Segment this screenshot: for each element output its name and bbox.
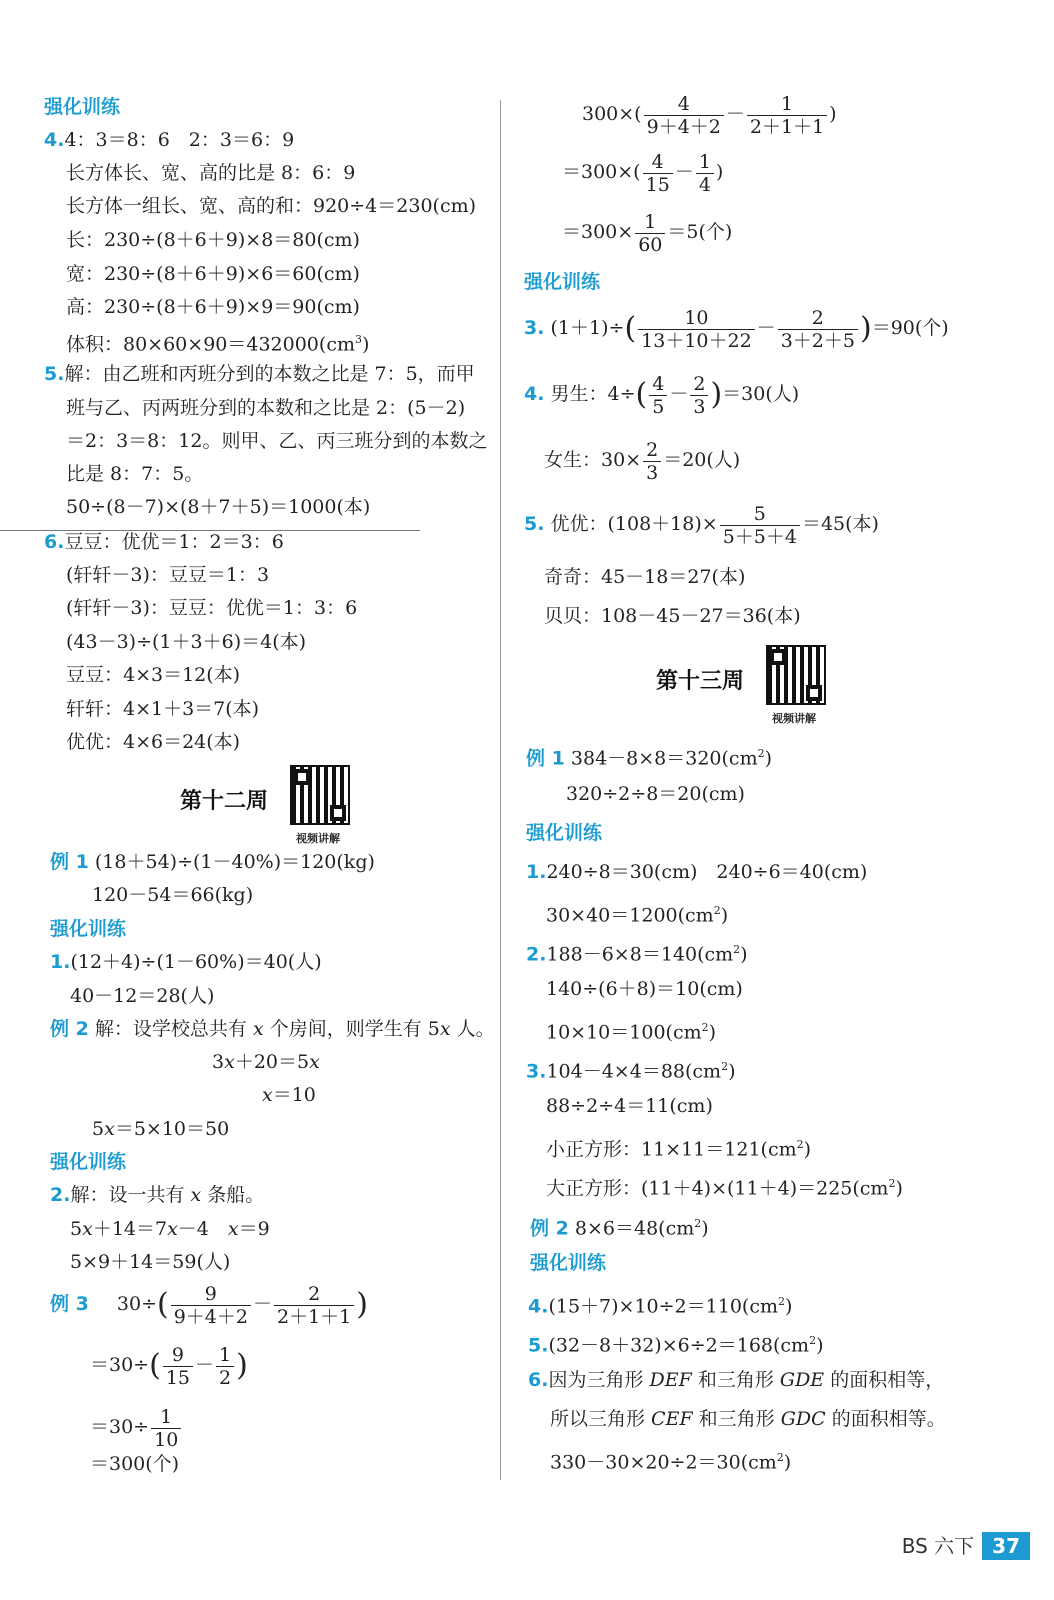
answer-line: 140÷(6＋8)＝10(cm) [546, 978, 743, 1000]
equation-line: 3x＋20＝5x [212, 1051, 320, 1073]
section-heading: 强化训练 [50, 1151, 127, 1173]
answer-2: 2.解：设一共有 x 条船。 [50, 1184, 265, 1206]
answer-1: 1.240÷8＝30(cm) 240÷6＝40(cm) [526, 861, 868, 883]
fraction: $\frac{2}{3+2+5}$ [778, 307, 858, 352]
answer-line: 所以三角形 CEF 和三角形 GDC 的面积相等。 [550, 1408, 946, 1430]
example-2: 例 2 $8\times 6=48(cm^2)$ [530, 1217, 709, 1240]
fraction: $\frac{10}{13+10+22}$ [638, 307, 755, 352]
answer-line: 长方体长、宽、高的比是 8：6：9 [66, 162, 356, 184]
equation-line: ＝300(个) [90, 1453, 180, 1475]
answer-line: ＝2：3＝8：12。则甲、乙、丙三班分到的本数之 [66, 430, 488, 452]
answer-5: 5. 优优：(108＋18)× $\frac{5}{5+5+4}$ ＝45(本) [524, 502, 879, 548]
fraction: $\frac{1}{4}$ [696, 151, 714, 196]
answer-3: 3. (1＋1)÷( $\frac{10}{13+10+22}$ － $\frac{2}{3+2+5}$ )＝90(个) [524, 306, 949, 352]
fraction: $\frac{9}{15}$ [163, 1344, 193, 1389]
answer-6: 6.豆豆：优优＝1：2＝3：6 [44, 531, 284, 553]
fraction: $\frac{1}{10}$ [151, 1406, 181, 1451]
equation-line: ＝300×( $\frac{4}{15}$ － $\frac{1}{4}$ ) [562, 150, 724, 196]
fraction: $\frac{5}{5+5+4}$ [720, 503, 800, 548]
answer-4: 4. 男生：4÷( $\frac{4}{5}$ － $\frac{2}{3}$ )＝30(人) [524, 372, 800, 418]
equation-line: ＝300× $\frac{1}{60}$ ＝5(个) [562, 210, 733, 256]
fraction: $\frac{1}{60}$ [635, 211, 665, 256]
answer-line: 班与乙、丙两班分到的本数和之比是 2：(5－2) [66, 397, 466, 419]
answer-line: (轩轩－3)：豆豆＝1：3 [66, 564, 270, 586]
answer-line: 宽：230÷(8＋6＋9)×6＝60(cm) [66, 263, 360, 285]
answer-line: $10\times 10=100(cm^2)$ [546, 1021, 717, 1044]
qr-caption: 视频讲解 [296, 832, 340, 845]
answer-4: 4.4：3＝8：6 2：3＝6：9 [44, 129, 295, 151]
answer-line: (轩轩－3)：豆豆：优优＝1：3：6 [66, 597, 358, 619]
answer-line: 长方体一组长、宽、高的和：920÷4＝230(cm) [66, 195, 477, 217]
qr-code-icon[interactable] [766, 645, 826, 705]
answer-line: 320÷2÷8＝20(cm) [566, 783, 745, 805]
page-number: 37 [982, 1532, 1030, 1560]
answer-line: 豆豆：4×3＝12(本) [66, 664, 241, 686]
answer-2: $2.188-6\times 8=140(cm^2)$ [526, 943, 748, 966]
answer-5: 5.解：由乙班和丙班分到的本数之比是 7：5，而甲 [44, 363, 475, 385]
example-2: 例 2 解：设学校总共有 x 个房间，则学生有 5x 人。 [50, 1018, 495, 1040]
fraction: $\frac{4}{15}$ [643, 151, 673, 196]
qr-caption: 视频讲解 [772, 712, 816, 725]
example-1: 例 1 $384-8\times 8=320(cm^2)$ [526, 747, 773, 770]
fraction: $\frac{4}{9+4+2}$ [644, 93, 724, 138]
fraction: $\frac{9}{9+4+2}$ [171, 1283, 251, 1328]
answer-5: $5.(32-8+32)\times 6\div 2=168(cm^2)$ [528, 1334, 824, 1357]
section-heading: 强化训练 [44, 96, 121, 118]
page-footer: BS 六下 37 [902, 1530, 1030, 1560]
fraction: $\frac{2}{2+1+1}$ [274, 1283, 354, 1328]
section-heading: 强化训练 [526, 822, 603, 844]
equation-line: 5x＋14＝7x－4 x＝9 [70, 1218, 270, 1240]
answer-line: 高：230÷(8＋6＋9)×9＝90(cm) [66, 296, 360, 318]
answer-1: 1.(12＋4)÷(1－60%)＝40(人) [50, 951, 322, 973]
answer-line: 50÷(8－7)×(8＋7＋5)＝1000(本) [66, 496, 371, 518]
answer-line: 优优：4×6＝24(本) [66, 731, 241, 753]
example-3: 例 3 30÷( $\frac{9}{9+4+2}$ － $\frac{2}{2+1+1}$ ) [50, 1282, 368, 1328]
answer-6: 6.因为三角形 DEF 和三角形 GDE 的面积相等， [528, 1369, 945, 1391]
section-heading: 强化训练 [530, 1252, 607, 1274]
week-title: 第十二周 [180, 789, 269, 814]
answer-line: 大正方形：$(11+4)\times(11+4)=225(cm^2)$ [546, 1177, 903, 1200]
equation-line: 女生：30× $\frac{2}{3}$ ＝20(人) [544, 438, 741, 484]
answer-line: $330-30\times 20\div 2=30(cm^2)$ [550, 1451, 792, 1474]
answer-4: $4.(15+7)\times 10\div 2=110(cm^2)$ [528, 1295, 793, 1318]
answer-line: (43－3)÷(1＋3＋6)＝4(本) [66, 631, 307, 653]
answer-line: 长：230÷(8＋6＋9)×8＝80(cm) [66, 229, 360, 251]
example-1: 例 1 (18＋54)÷(1－40%)＝120(kg) [50, 851, 375, 873]
fraction: $\frac{1}{2}$ [216, 1344, 234, 1389]
answer-line: 贝贝：108－45－27＝36(本) [544, 605, 801, 627]
equation-line: 5x＝5×10＝50 [92, 1118, 230, 1140]
answer-line: 88÷2÷4＝11(cm) [546, 1095, 713, 1117]
section-heading: 强化训练 [524, 271, 601, 293]
equation-line: ＝30÷( $\frac{9}{15}$ － $\frac{1}{2}$ ) [90, 1343, 248, 1389]
column-divider [500, 100, 501, 1480]
equation-line: 5×9＋14＝59(人) [70, 1251, 231, 1273]
answer-line: 奇奇：45－18＝27(本) [544, 566, 746, 588]
fraction: $\frac{1}{2+1+1}$ [747, 93, 827, 138]
answer-line: 40－12＝28(人) [70, 985, 215, 1007]
answer-line: $30\times 40=1200(cm^2)$ [546, 904, 729, 927]
answer-3: $3.104-4\times 4=88(cm^2)$ [526, 1060, 736, 1083]
answer-line: 体积：$80\times 60\times 90=432000(cm^3)$ [66, 333, 370, 356]
fraction: $\frac{2}{3}$ [643, 439, 661, 484]
answer-line: 比是 8：7：5。 [66, 463, 204, 485]
fraction: $\frac{4}{5}$ [649, 373, 667, 418]
qr-code-icon[interactable] [290, 765, 350, 825]
equation-line: ＝30÷ $\frac{1}{10}$ [90, 1405, 183, 1451]
answer-line: 轩轩：4×1＋3＝7(本) [66, 698, 260, 720]
section-heading: 强化训练 [50, 918, 127, 940]
week-title: 第十三周 [656, 669, 745, 694]
equation-line: x＝10 [262, 1084, 316, 1106]
equation-line: 300×( $\frac{4}{9+4+2}$ － $\frac{1}{2+1+1}$ ) [582, 92, 837, 138]
fraction: $\frac{2}{3}$ [690, 373, 708, 418]
answer-line: 120－54＝66(kg) [92, 884, 254, 906]
answer-line: 小正方形：$11\times 11=121(cm^2)$ [546, 1138, 812, 1161]
